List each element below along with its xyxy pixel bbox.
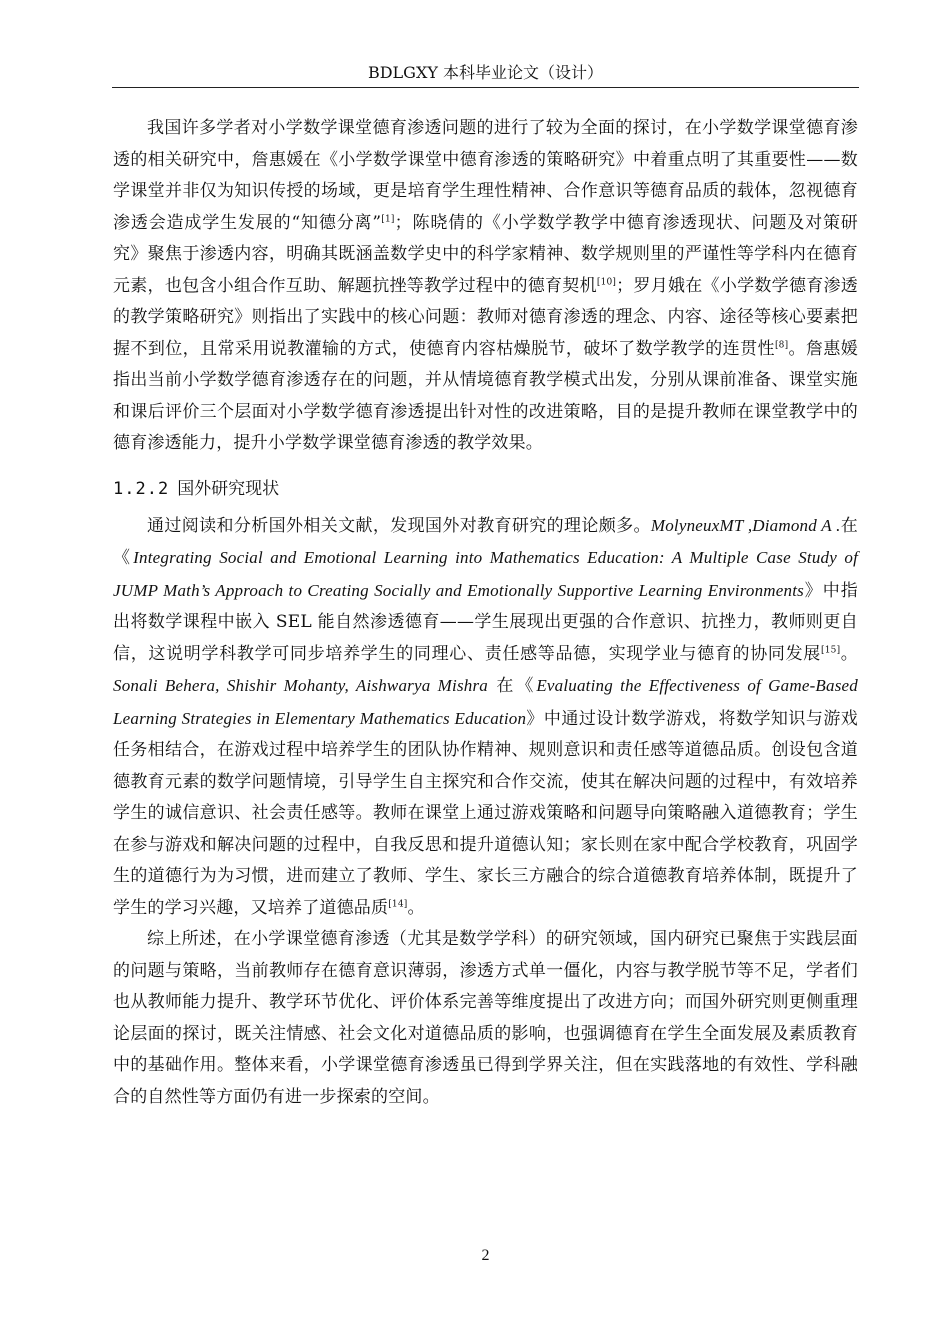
text-run: ；陈晓倩的《小学数学教学中德育渗透现状、问题及对策研究》聚焦于渗透内容，明确其既涵盖数学史中的科学家精神、数学规则里的严谨性等学科内在德育元素，也包含小组合作互助、解题抗挫等教学过程中的德育契机 (113, 212, 858, 296)
section-title: 国外研究现状 (177, 478, 280, 499)
text-run: 。 (840, 643, 858, 664)
text-run: 在《 (113, 515, 858, 568)
work-title: Evaluating the Effectiveness of Game-Based Learning Strategies in Elementary Mathematics Education (113, 676, 858, 728)
text-run: 。 (407, 897, 425, 918)
citation-ref: [1] (381, 213, 395, 224)
text-run: 通过阅读和分析国外相关文献，发现国外对教育研究的理论颇多。 (147, 515, 651, 536)
header-rule (112, 87, 859, 88)
citation-ref: [15] (821, 644, 841, 655)
paragraph-summary (113, 924, 858, 1113)
citation-ref: [14] (388, 898, 408, 909)
section-heading (113, 474, 858, 504)
citation-ref: [8] (774, 339, 789, 350)
paragraph-domestic-research (113, 113, 858, 460)
author-names: MolyneuxMT ,Diamond A . (650, 515, 841, 535)
author-names: Sonali Behera, Shishir Mohanty, Aishwarya Mishra (113, 676, 488, 695)
text-run: 。詹惠媛指出当前小学数学德育渗透存在的问题，并从情境德育教学模式出发，分别从课前准备、课堂实施和课后评价三个层面对小学数学德育渗透提出针对性的改进策略，目的是提升教师在课堂教学中的德育渗透能力，提升小学数学课堂德育渗透的教学效果。 (113, 338, 858, 453)
text-run: 我国许多学者对小学数学课堂德育渗透问题的进行了较为全面的探讨，在小学数学课堂德育渗透的相关研究中，詹惠媛在《小学数学课堂中德育渗透的策略研究》中着重点明了其重要性——数学课堂并非仅为知识传授的场域，更是培育学生理性精神、合作意识等德育品质的载体，忽视德育渗透会造成学生发展的“知德分离” (113, 118, 858, 233)
text-run: 综上所述，在小学课堂德育渗透（尤其是数学学科）的研究领域，国内研究已聚焦于实践层面的问题与策略，当前教师存在德育意识薄弱，渗透方式单一僵化，内容与教学脱节等不足，学者们也从教师能力提升、教学环节优化、评价体系完善等维度提出了改进方向；而国外研究则更侧重理论层面的探讨，既关注情感、社会文化对道德品质的影响，也强调德育在学生全面发展及素质教育中的基础作用。整体来看，小学课堂德育渗透虽已得到学界关注，但在实践落地的有效性、学科融合的自然性等方面仍有进一步探索的空间。 (113, 929, 858, 1107)
page-body (113, 113, 858, 1113)
page-number: 2 (481, 1247, 490, 1264)
section-number: 1.2.2 (113, 478, 170, 499)
text-run: 》中指出将数学课程中嵌入 SEL 能自然渗透德育——学生展现出更强的合作意识、抗挫力，教师则更自信，这说明学科教学可同步培养学生的同理心、责任感等品德，实现学业与德育的协同发展 (113, 580, 858, 664)
paragraph-foreign-research (113, 510, 858, 925)
text-run: ；罗月娥在《小学数学德育渗透的教学策略研究》则指出了实践中的核心问题：教师对德育渗透的理念、内容、途径等核心要素把握不到位，且常采用说教灌输的方式，使德育内容枯燥脱节，破坏了数学教学的连贯性 (113, 275, 858, 359)
text-run: 》中通过设计数学游戏，将数学知识与游戏任务相结合，在游戏过程中培养学生的团队协作精神、规则意识和责任感等道德品质。创设包含道德教育元素的数学问题情境，引导学生自主探究和合作交流，使其在解决问题的过程中，有效培养学生的诚信意识、社会责任感等。教师在课堂上通过游戏策略和问题导向策略融入道德教育；学生在参与游戏和解决问题的过程中，自我反思和提升道德认知；家长则在家中配合学校教育，巩固学生的道德行为为习惯，进而建立了教师、学生、家长三方融合的综合道德教育培养体制，既提升了学生的学习兴趣，又培养了道德品质 (113, 708, 858, 918)
work-title: Integrating Social and Emotional Learning into Mathematics Education: A Multiple Case Study of JUMP Math’s Approach to Creating Socially and Emotionally Supportive Learning Environments (113, 548, 858, 600)
text-run: 在《 (487, 676, 537, 696)
citation-ref: [10] (596, 276, 617, 287)
running-header: BDLGXY 本科毕业论文（设计） (367, 63, 604, 82)
